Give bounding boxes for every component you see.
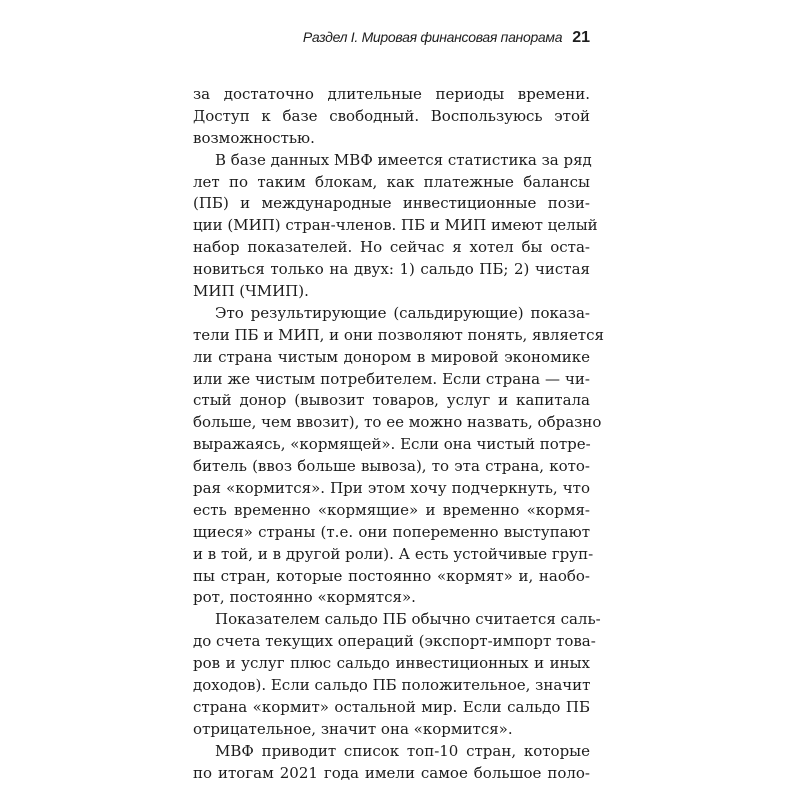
paragraph xyxy=(193,150,598,303)
text-line: или же чистым потребителем. Если страна — чи- xyxy=(193,369,590,388)
text-line: ли страна чистым донором в мировой экономике xyxy=(193,347,590,366)
page-number: 21 xyxy=(572,29,590,46)
text-line: доходов). Если сальдо ПБ положительное, значит xyxy=(193,676,591,695)
text-line: набор показателей. Но сейчас я хотел бы оста- xyxy=(193,238,590,257)
text-line: больше, чем ввозит), то ее можно назвать, образно xyxy=(193,413,602,432)
text-line: ции (МИП) стран-членов. ПБ и МИП имеют целый xyxy=(193,216,598,235)
text-line: есть временно «кормящие» и временно «кормя- xyxy=(193,500,590,519)
text-line: Это результирующие (сальдирующие) показа- xyxy=(215,303,590,322)
text-line: Показателем сальдо ПБ обычно считается саль- xyxy=(215,610,601,629)
text-line: рот, постоянно «кормятся». xyxy=(193,588,416,607)
text-line: рая «кормится». При этом хочу подчеркнуть, что xyxy=(193,479,590,498)
paragraph xyxy=(193,84,590,150)
paragraph xyxy=(193,741,590,785)
running-header xyxy=(303,29,590,47)
text-line: ров и услуг плюс сальдо инвестиционных и иных xyxy=(193,654,590,673)
text-line: стый донор (вывозит товаров, услуг и капитала xyxy=(193,391,590,410)
text-line: и в той, и в другой роли). А есть устойчивые груп- xyxy=(193,544,594,563)
text-line: МВФ приводит список топ-10 стран, которые xyxy=(215,741,590,760)
text-line: щиеся» страны (т.е. они попеременно выступают xyxy=(193,522,590,541)
text-line: битель (ввоз больше вывоза), то эта страна, кото- xyxy=(193,457,590,476)
section-title: Раздел I. Мировая финансовая панорама xyxy=(302,29,563,45)
paragraph xyxy=(193,609,601,740)
text-line: лет по таким блокам, как платежные балансы xyxy=(193,172,590,191)
page-body xyxy=(193,84,604,785)
text-line: В базе данных МВФ имеется статистика за ряд xyxy=(215,150,592,169)
text-line: по итогам 2021 года имели самое большое поло- xyxy=(193,763,590,782)
text-line: страна «кормит» остальной мир. Если сальдо ПБ xyxy=(193,697,590,716)
text-line: выражаясь, «кормящей». Если она чистый потре- xyxy=(193,435,591,454)
text-line: Доступ к базе свободный. Воспользуюсь этой xyxy=(193,106,590,125)
text-line: пы стран, которые постоянно «кормят» и, наобо- xyxy=(193,566,590,585)
text-line: отрицательное, значит она «кормится». xyxy=(193,719,513,738)
text-line: до счета текущих операций (экспорт-импорт това- xyxy=(193,632,596,651)
text-line: МИП (ЧМИП). xyxy=(193,282,309,301)
text-line: возможностью. xyxy=(193,128,315,147)
text-line: новиться только на двух: 1) сальдо ПБ; 2) чистая xyxy=(193,260,590,279)
text-line: за достаточно длительные периоды времени. xyxy=(193,85,590,103)
paragraph xyxy=(193,303,604,609)
text-line: тели ПБ и МИП, и они позволяют понять, является xyxy=(193,325,604,344)
text-line: (ПБ) и международные инвестиционные пози- xyxy=(193,194,590,213)
